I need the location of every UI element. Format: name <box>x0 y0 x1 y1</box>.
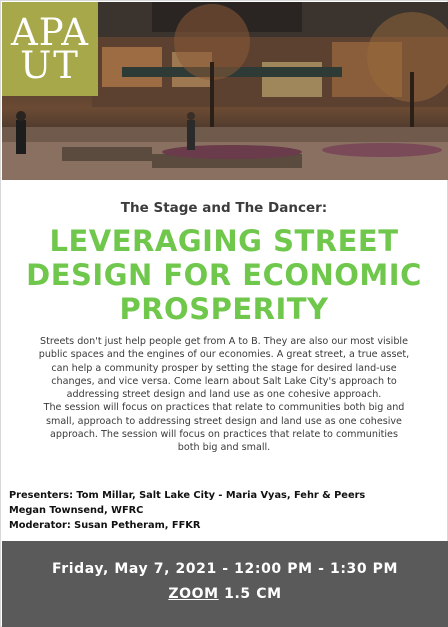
apa-ut-logo <box>2 2 98 96</box>
event-location <box>2 586 448 602</box>
zoom-link[interactable]: ZOOM <box>168 586 219 602</box>
description-line: can help a community prosper by setting the stage for desired land-use <box>51 362 397 374</box>
hero-street-photo <box>2 2 448 180</box>
headline-line: LEVERAGING STREET <box>49 224 399 258</box>
headline-line: PROSPERITY <box>119 292 329 326</box>
description-line: approach. The session will focus on practices that relate to communities <box>50 429 398 441</box>
description-line: both big and small. <box>177 442 271 454</box>
event-subtitle: The Stage and The Dancer: <box>120 200 328 216</box>
event-description <box>7 335 441 455</box>
logo-text-apa: APA <box>11 10 89 54</box>
event-footer <box>2 541 448 627</box>
credit-hours: 1.5 CM <box>218 586 282 602</box>
event-date-time: Friday, May 7, 2021 - 12:00 PM - 1:30 PM <box>51 561 399 577</box>
description-line: changes, and vice versa. Come learn about Salt Lake City's approach to <box>51 375 397 387</box>
moderator-line: Moderator: Susan Petheram, FFKR <box>9 520 201 531</box>
description-line: addressing street design and land use as one cohesive approach. <box>66 389 382 401</box>
description-line: Streets don't just help people get from A to B. They are also our most visible <box>40 336 408 347</box>
logo-text-ut: UT <box>20 44 80 87</box>
presenters-line: Presenters: Tom Millar, Salt Lake City - Maria Vyas, Fehr & Peers <box>9 490 366 501</box>
headline-line: DESIGN FOR ECONOMIC <box>26 258 422 292</box>
description-line: The session will focus on practices that relate to communities both big and <box>43 402 405 414</box>
description-line: small, approach to addressing street design and land use as one cohesive <box>46 415 402 427</box>
description-line: public spaces and the engines of our economies. A great street, a true asset, <box>38 349 410 361</box>
event-credits <box>9 488 365 533</box>
presenters-line-2: Megan Townsend, WFRC <box>9 505 144 516</box>
event-headline <box>1 224 447 326</box>
